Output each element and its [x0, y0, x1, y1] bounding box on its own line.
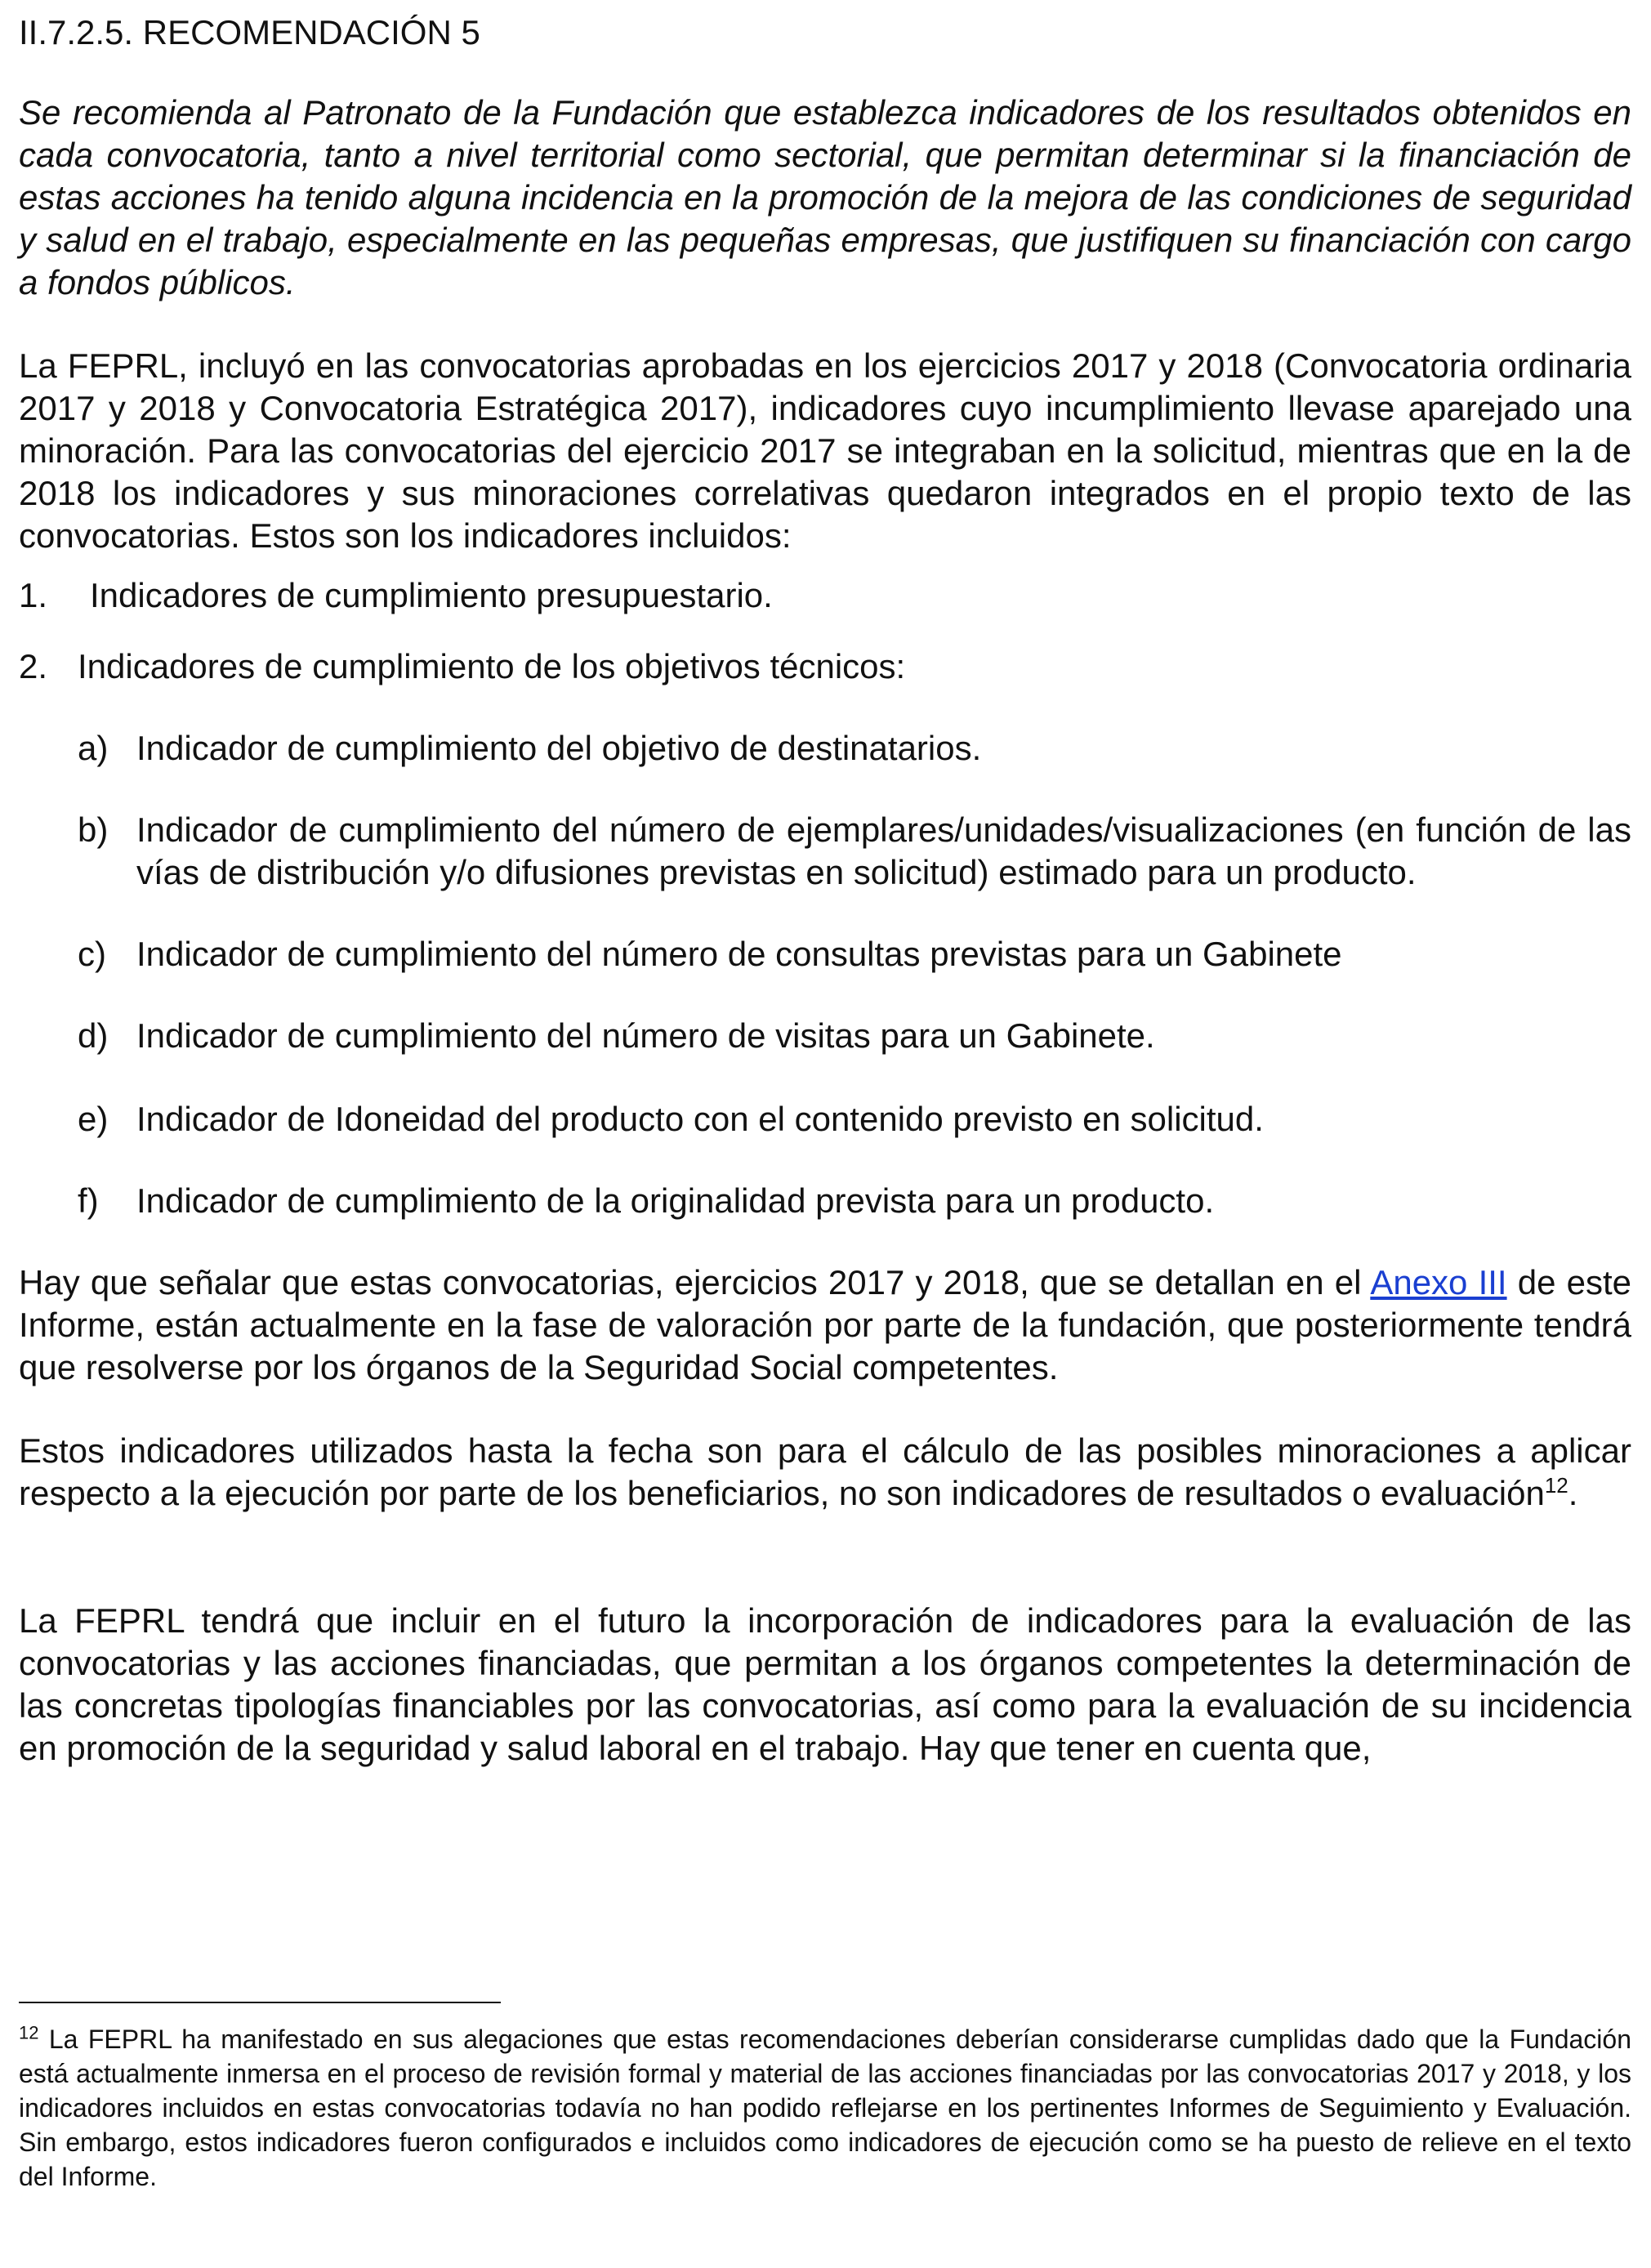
sublist-marker: a)	[78, 729, 109, 767]
sublist-marker: d)	[78, 1016, 109, 1055]
sublist-item-text: Indicador de cumplimiento de la originalidad prevista para un producto.	[136, 1181, 1215, 1220]
sublist-item-text: Indicador de cumplimiento del número de visitas para un Gabinete.	[136, 1016, 1155, 1055]
sublist-item-text: Indicador de cumplimiento del número de consultas previstas para un Gabinete	[136, 935, 1342, 973]
sublist-item-text: Indicador de Idoneidad del producto con el contenido previsto en solicitud.	[136, 1100, 1264, 1138]
list-number: 2.	[19, 647, 48, 685]
list-item-text: Indicadores de cumplimiento presupuestario.	[90, 576, 773, 614]
sublist-item	[78, 809, 1631, 894]
sublist-item	[78, 727, 1631, 770]
sublist-marker: b)	[78, 810, 109, 849]
paragraph-convocatorias	[19, 1261, 1631, 1389]
list-item-text: Indicadores de cumplimiento de los objetivos técnicos:	[78, 647, 906, 685]
sublist-item-text: Indicador de cumplimiento del número de ejemplares/unidades/visualizaciones (en función de las vías de distribución y/o difusiones previstas en solicitud) estimado para un producto.	[136, 810, 1631, 891]
list-item	[19, 574, 1631, 617]
paragraph-end: .	[1568, 1474, 1578, 1512]
paragraph-indicators-intro: La FEPRL, incluyó en las convocatorias aprobadas en los ejercicios 2017 y 2018 (Convocatoria ordinaria 2017 y 2018 y Convocatoria Estratégica 2017), indicadores cuyo incumplimiento llevase aparejado una minoración. Para las convocatorias del ejercicio 2017 se integraban en la solicitud, mientras que en la de 2018 los indicadores y sus minoraciones correlativas quedaron integrados en el propio texto de las convocatorias. Estos son los indicadores incluidos:	[19, 346, 1631, 555]
paragraph-indicadores-utilizados	[19, 1430, 1631, 1515]
anexo-iii-link[interactable]: Anexo III	[1370, 1263, 1507, 1301]
list-number: 1.	[19, 576, 48, 614]
sublist-item	[78, 1098, 1631, 1141]
footnote-reference: 12	[1544, 1473, 1568, 1498]
sublist-item	[78, 1015, 1631, 1057]
sublist-item	[78, 1180, 1631, 1222]
recommendation-text: Se recomienda al Patronato de la Fundación que establezca indicadores de los resultados obtenidos en cada convocatoria, tanto a nivel territorial como sectorial, que permitan determinar si la financiación de estas acciones ha tenido alguna incidencia en la promoción de la mejora de las condiciones de seguridad y salud en el trabajo, especialmente en las pequeñas empresas, que justifiquen su financiación con cargo a fondos públicos.	[19, 93, 1631, 301]
paragraph-future-indicators: La FEPRL tendrá que incluir en el futuro la incorporación de indicadores para la evaluación de las convocatorias y las acciones financiadas, que permitan a los órganos competentes la determinación de las concretas tipologías financiables por las convocatorias, así como para la evaluación de su incidencia en promoción de la seguridad y salud laboral en el trabajo. Hay que tener en cuenta que,	[19, 1601, 1631, 1767]
paragraph-text-end: de este Informe, están actualmente en la fase de valoración por parte de la fundación, que posteriormente tendrá que resolverse por los órganos de la Seguridad Social competentes.	[19, 1263, 1631, 1386]
footnote-text: La FEPRL ha manifestado en sus alegaciones que estas recomendaciones deberían considerarse cumplidas dado que la Fundación está actualmente inmersa en el proceso de revisión formal y material de las acciones financiadas por las convocatorias 2017 y 2018, y los indicadores incluidos en estas convocatorias todavía no han podido reflejarse en los pertinentes Informes de Seguimiento y Evaluación. Sin embargo, estos indicadores fueron configurados e incluidos como indicadores de ejecución como se ha puesto de relieve en el texto del Informe.	[19, 2025, 1631, 2191]
footnote-number: 12	[19, 2022, 39, 2043]
paragraph-text: Estos indicadores utilizados hasta la fecha son para el cálculo de las posibles minoraciones a aplicar respecto a la ejecución por parte de los beneficiarios, no son indicadores de resultados o evaluación	[19, 1431, 1631, 1512]
sublist-item-text: Indicador de cumplimiento del objetivo de destinatarios.	[136, 729, 982, 767]
footnote	[19, 2022, 1631, 2194]
sublist-marker: e)	[78, 1100, 109, 1138]
paragraph-text-start: Hay que señalar que estas convocatorias, ejercicios 2017 y 2018, que se detallan en el	[19, 1263, 1371, 1301]
footnote-separator	[19, 2002, 501, 2003]
sublist-marker: f)	[78, 1181, 99, 1220]
sublist-marker: c)	[78, 935, 106, 973]
section-heading: II.7.2.5. RECOMENDACIÓN 5	[19, 13, 480, 51]
sublist-item	[78, 933, 1631, 976]
list-item	[19, 645, 1631, 688]
